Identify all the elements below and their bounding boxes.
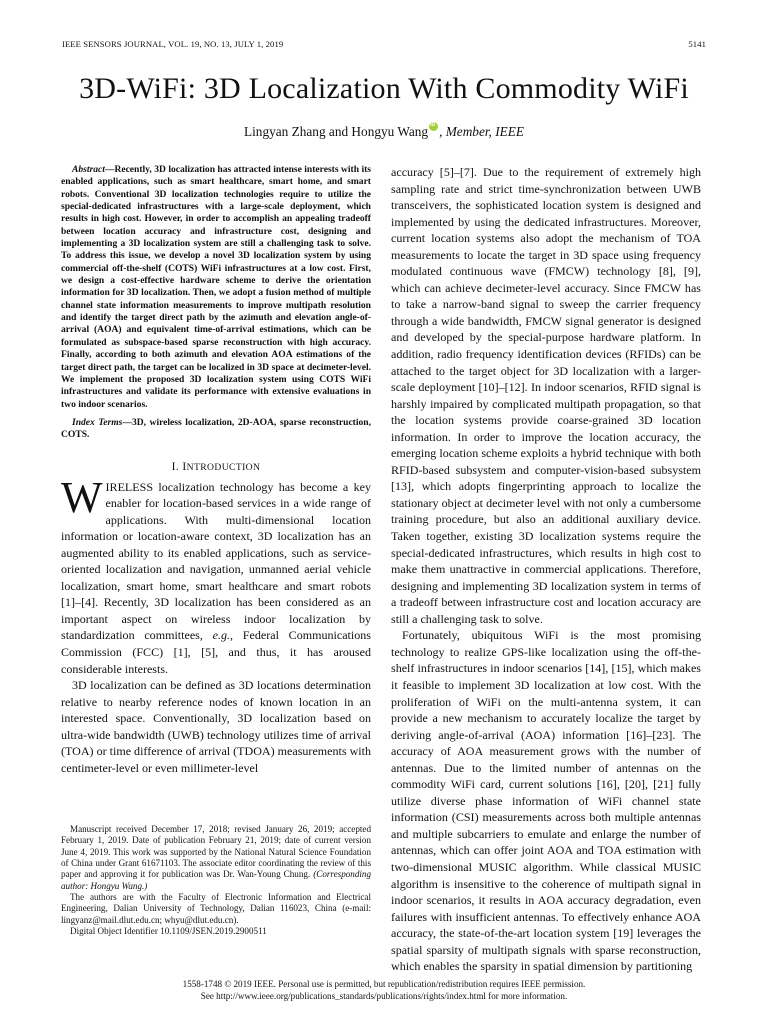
abstract bbox=[61, 164, 371, 411]
footnote-corresponding: (Corresponding author: Hongyu Wang.) bbox=[61, 869, 371, 891]
right-column bbox=[391, 164, 701, 975]
abstract-dash: — bbox=[104, 164, 115, 175]
author-membership: , Member, IEEE bbox=[439, 124, 524, 139]
running-header-journal: IEEE SENSORS JOURNAL, VOL. 19, NO. 13, JULY 1, 2019 bbox=[62, 39, 284, 49]
footnote-manuscript bbox=[61, 824, 371, 892]
copyright-notice bbox=[0, 979, 768, 1002]
author-names: Lingyan Zhang and Hongyu Wang bbox=[243, 124, 429, 139]
intro-paragraph-1 bbox=[61, 472, 371, 678]
footnote-affiliation: The authors are with the Faculty of Electronic Information and Electrical Engineering, Dalian University of Technology, Dalian 116023, China (e-mail: lingyanz@mail.dlut.edu.cn; whyu@dlut.edu.cn). bbox=[61, 892, 371, 925]
copyright-line-1: 1558-1748 © 2019 IEEE. Personal use is permitted, but republication/redistribution requires IEEE permission. bbox=[182, 979, 586, 989]
index-terms-text: 3D, wireless localization, 2D-AOA, sparse reconstruction, COTS. bbox=[61, 416, 371, 441]
abstract-text: Recently, 3D localization has attracted intense interests with its enabled applications, such as smart healthcare, smart home, and smart robots. Conventional 3D localization technologies require to utilize the special-dedicated infrastructures with a large-scale deployment, which results in high cost. However, in order to accomplish an appealing tradeoff between location accuracy and infrastructure cost, designing and implementing a 3D localization system are still a challenging task to solve. To address this issue, we develop a novel 3D localization system by using commercial off-the-shelf (COTS) WiFi infrastructures at a low cost. First, we design a cost-effective hardware scheme to derive the orientation information for 3D localization. Then, we adopt a fusion method of multiple channel state information measurements to improve multipath resolution and identify the target direct path by the azimuth and elevation angle-of-arrival (AOA) and equivalent time-of-arrival estimations, which can be formulated as subspace-based sparse reconstruction with high accuracy. Finally, according to both azimuth and elevation AOA estimations of the target direct path, the target can be localized in 3D space at decimeter-level. We implement the proposed 3D localization system using COTS WiFi infrastructures and validate its performance with extensive evaluations in two indoor scenarios. bbox=[61, 164, 371, 410]
author-line bbox=[0, 122, 768, 140]
paper-title: 3D-WiFi: 3D Localization With Commodity WiFi bbox=[79, 72, 689, 105]
intro-p1-tail: , Federal Communications Commission (FCC) [1], [5], and thus, it has aroused considerable interests. bbox=[61, 628, 371, 676]
orcid-icon[interactable] bbox=[429, 122, 438, 131]
index-terms bbox=[61, 417, 371, 442]
abstract-label: Abstract bbox=[72, 164, 105, 175]
left-column bbox=[61, 164, 371, 776]
drop-cap: W bbox=[61, 472, 103, 522]
section-heading-introduction bbox=[61, 461, 371, 473]
index-terms-label: Index Terms bbox=[72, 416, 123, 428]
intro-p1-text: IRELESS localization technology has become a key enabler for location-based services in a wide range of applications. With multi-dimensional location information or location-aware context, 3D localization has an augmented ability to its enabled applications, such as service-oriented localization and navigation, unmanned aerial vehicle localization, smart home, smart healthcare and smart robots [1]–[4]. Recently, 3D localization has been considered as an important aspect on wireless indoor localization by standardization committees, bbox=[61, 479, 371, 643]
copyright-line-2: See http://www.ieee.org/publications_standards/publications/rights/index.html for more information. bbox=[200, 990, 568, 1001]
intro-paragraph-2: 3D localization can be defined as 3D locations determination relative to nearby reference nodes of known location in an interested space. Conventionally, 3D localization based on ultra-wide bandwidth (UWB) technology utilizes time of arrival (TOA) or time difference of arrival (TDOA) measurements with centimeter-level or even millimeter-level bbox=[61, 678, 371, 775]
footnote-doi: Digital Object Identifier 10.1109/JSEN.2019.2900511 bbox=[70, 926, 267, 937]
page-number: 5141 bbox=[688, 39, 706, 49]
footnotes bbox=[61, 824, 371, 937]
right-paragraph-2: Fortunately, ubiquitous WiFi is the most promising technology to realize GPS-like localization using the off-the-shelf infrastructures in indoor scenarios [14], [15], which makes it feasible to implement 3D localization at low cost. With the proliferation of WiFi on the multi-antenna system, it can provide a new mechanism to accurately localize the target by deriving angle-of-arrival (AOA) information [16]–[23]. The accuracy of AOA measurement grows with the number of antennas. Due to the limited number of antennas on the commodity WiFi card, current solutions [16], [20], [21] fully utilize diverse phase information of WiFi channel state information (CSI) measurements across both multiple antennas and multiple subcarriers to emulate and enlarge the number of antennas, which can offer joint AOA and TOA estimation with two-dimensional MUSIC algorithm. While classical MUSIC algorithm is insensitive to the coherence of multipath signal in indoor scenarios, it results in AOA accuracy degradation, even failures with insufficient antennas. To effectively enhance AOA accuracy, the state-of-the-art location system [19] leverages the spatial sparsity of multipath signals with sparse reconstruction, which enables the sparsity in spatial dimension by partitioning bbox=[391, 628, 701, 974]
section-numeral: I. I bbox=[171, 460, 187, 473]
section-title-rest: NTRODUCTION bbox=[186, 461, 261, 473]
index-terms-dash: — bbox=[122, 416, 132, 428]
footnote-manuscript-text: Manuscript received December 17, 2018; revised January 26, 2019; accepted February 1, 2019. Date of publication February 21, 2019; date of current version June 4, 2019. This work was supported by the National Natural Science Foundation of China under Grant 61671103. The associate editor coordinating the review of this paper and approving it for publication was Dr. Wan-Young Chung. bbox=[61, 824, 371, 880]
right-paragraph-1: accuracy [5]–[7]. Due to the requirement of extremely high sampling rate and strict time-synchronization between UWB transceivers, the sophisticated location system is designed and implemented by using the dedicated infrastructures. Moreover, current location systems also adopt the mechanism of TOA measurements to locate the target in 3D space using frequency modulated continuous wave (FMCW) technology [8], [9], which can achieve decimeter-level accuracy. Since FMCW has to take a narrow-band signal to sweep the carrier frequency through a wide bandwidth, FMCW signal generator is designed and developed by the special-purpose hardware platform. In addition, radio frequency identification devices (RFIDs) can be attached to the target object for 3D localization with a larger-scale deployment [10]–[12]. In indoor scenarios, RFID signal is harshly impaired by complicated multipath propagation, so that the location systems provide coarse-grained 3D location information. In order to improve the location accuracy, the emerging location scheme exploits a hybrid technique with both RFID-based subsystem and computer-vision-based subsystem [13], which adopts fingerprinting approach to localize the stationary object at decimeter level with not only a cumbersome training procedure, but also an additional auxiliary device. Taken together, existing 3D localization systems require the special-dedicated infrastructures, which results in high cost to make them unattractive in commercial applications. Therefore, designing and implementing 3D localization system in terms of a tradeoff between infrastructure cost and location accuracy are still a challenging task to solve. bbox=[391, 165, 701, 626]
intro-p1-eg: e.g. bbox=[212, 628, 231, 643]
